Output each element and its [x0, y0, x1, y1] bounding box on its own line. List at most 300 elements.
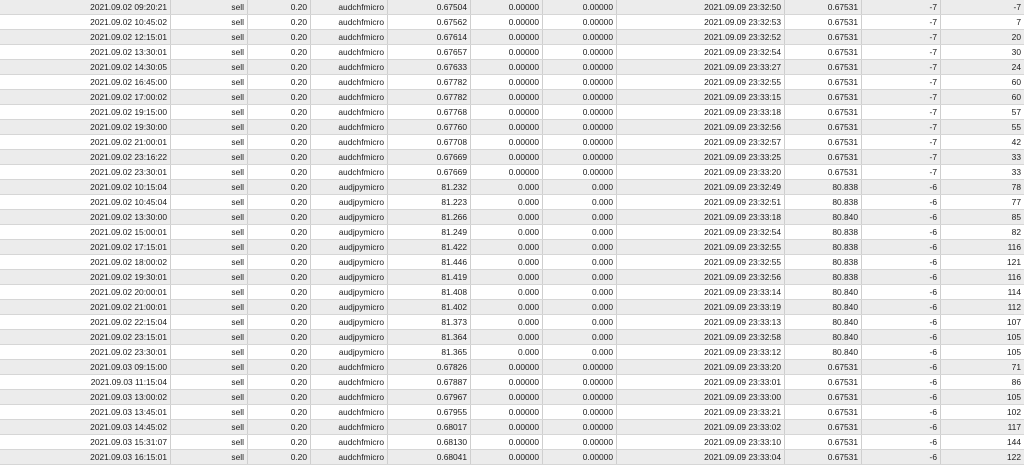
close-price-cell: 80.840: [785, 345, 862, 359]
close-time-cell: 2021.09.09 23:33:02: [617, 420, 785, 434]
swap-cell: -7: [862, 105, 941, 119]
type-cell: sell: [171, 165, 248, 179]
close-time-cell: 2021.09.09 23:33:01: [617, 375, 785, 389]
stop-loss-cell: 0.00000: [471, 165, 543, 179]
close-price-cell: 0.67531: [785, 120, 862, 134]
volume-cell: 0.20: [248, 435, 311, 449]
profit-cell: 71: [1011, 362, 1021, 372]
table-row[interactable]: [0, 240, 1024, 255]
close-price-cell: 0.67531: [785, 360, 862, 374]
open-price-cell: 0.67967: [388, 390, 471, 404]
table-row[interactable]: [0, 120, 1024, 135]
type-cell: sell: [171, 240, 248, 254]
close-price-cell: 80.838: [785, 270, 862, 284]
close-price-cell: 0.67531: [785, 90, 862, 104]
table-row[interactable]: [0, 105, 1024, 120]
stop-loss-cell: 0.000: [471, 285, 543, 299]
symbol-cell: audchfmicro: [311, 135, 388, 149]
open-time-cell: 2021.09.02 17:15:01: [0, 240, 171, 254]
volume-cell: 0.20: [248, 375, 311, 389]
stop-loss-cell: 0.000: [471, 210, 543, 224]
close-time-cell: 2021.09.09 23:32:55: [617, 255, 785, 269]
volume-cell: 0.20: [248, 60, 311, 74]
take-profit-cell: 0.00000: [543, 0, 617, 14]
open-price-cell: 81.446: [388, 255, 471, 269]
take-profit-cell: 0.00000: [543, 45, 617, 59]
swap-cell: -7: [862, 30, 941, 44]
close-price-cell: 80.838: [785, 225, 862, 239]
open-time-cell: 2021.09.02 10:45:04: [0, 195, 171, 209]
open-time-cell: 2021.09.03 15:31:07: [0, 435, 171, 449]
stop-loss-cell: 0.00000: [471, 360, 543, 374]
open-time-cell: 2021.09.03 11:15:04: [0, 375, 171, 389]
type-cell: sell: [171, 360, 248, 374]
open-price-cell: 0.68130: [388, 435, 471, 449]
type-cell: sell: [171, 345, 248, 359]
type-cell: sell: [171, 435, 248, 449]
symbol-cell: audchfmicro: [311, 45, 388, 59]
close-price-cell: 0.67531: [785, 75, 862, 89]
profit-cell: 105: [1007, 347, 1021, 357]
table-row[interactable]: [0, 30, 1024, 45]
volume-cell: 0.20: [248, 90, 311, 104]
swap-cell: -6: [862, 240, 941, 254]
symbol-cell: audjpymicro: [311, 270, 388, 284]
take-profit-cell: 0.00000: [543, 420, 617, 434]
close-price-cell: 80.838: [785, 255, 862, 269]
close-time-cell: 2021.09.09 23:33:25: [617, 150, 785, 164]
profit-cell: 55: [1011, 122, 1021, 132]
open-time-cell: 2021.09.02 23:30:01: [0, 345, 171, 359]
volume-cell: 0.20: [248, 15, 311, 29]
symbol-cell: audchfmicro: [311, 90, 388, 104]
stop-loss-cell: 0.00000: [471, 375, 543, 389]
take-profit-cell: 0.00000: [543, 150, 617, 164]
close-price-cell: 0.67531: [785, 15, 862, 29]
table-row[interactable]: [0, 15, 1024, 30]
swap-cell: -6: [862, 180, 941, 194]
profit-cell: 33: [1011, 152, 1021, 162]
close-time-cell: 2021.09.09 23:32:58: [617, 330, 785, 344]
close-price-cell: 0.67531: [785, 405, 862, 419]
type-cell: sell: [171, 390, 248, 404]
symbol-cell: audjpymicro: [311, 225, 388, 239]
open-price-cell: 81.402: [388, 300, 471, 314]
take-profit-cell: 0.000: [543, 255, 617, 269]
table-row[interactable]: [0, 135, 1024, 150]
table-row[interactable]: [0, 195, 1024, 210]
type-cell: sell: [171, 195, 248, 209]
open-price-cell: 0.67669: [388, 165, 471, 179]
symbol-cell: audchfmicro: [311, 435, 388, 449]
open-price-cell: 81.223: [388, 195, 471, 209]
table-row[interactable]: [0, 255, 1024, 270]
volume-cell: 0.20: [248, 330, 311, 344]
stop-loss-cell: 0.000: [471, 225, 543, 239]
profit-cell: 121: [1007, 257, 1021, 267]
open-time-cell: 2021.09.02 23:15:01: [0, 330, 171, 344]
swap-cell: -6: [862, 345, 941, 359]
swap-cell: -6: [862, 420, 941, 434]
take-profit-cell: 0.00000: [543, 15, 617, 29]
open-time-cell: 2021.09.02 21:00:01: [0, 135, 171, 149]
stop-loss-cell: 0.000: [471, 315, 543, 329]
type-cell: sell: [171, 255, 248, 269]
table-row[interactable]: [0, 270, 1024, 285]
open-time-cell: 2021.09.02 21:00:01: [0, 300, 171, 314]
open-time-cell: 2021.09.02 13:30:01: [0, 45, 171, 59]
close-time-cell: 2021.09.09 23:33:13: [617, 315, 785, 329]
table-row[interactable]: [0, 450, 1024, 465]
open-time-cell: 2021.09.02 23:16:22: [0, 150, 171, 164]
table-row[interactable]: [0, 420, 1024, 435]
volume-cell: 0.20: [248, 150, 311, 164]
take-profit-cell: 0.000: [543, 240, 617, 254]
type-cell: sell: [171, 300, 248, 314]
profit-cell: 78: [1011, 182, 1021, 192]
close-time-cell: 2021.09.09 23:32:56: [617, 120, 785, 134]
stop-loss-cell: 0.00000: [471, 15, 543, 29]
symbol-cell: audchfmicro: [311, 120, 388, 134]
close-time-cell: 2021.09.09 23:33:18: [617, 210, 785, 224]
type-cell: sell: [171, 180, 248, 194]
stop-loss-cell: 0.00000: [471, 450, 543, 464]
take-profit-cell: 0.000: [543, 330, 617, 344]
volume-cell: 0.20: [248, 180, 311, 194]
stop-loss-cell: 0.00000: [471, 60, 543, 74]
profit-cell: 60: [1011, 77, 1021, 87]
close-price-cell: 0.67531: [785, 420, 862, 434]
stop-loss-cell: 0.00000: [471, 150, 543, 164]
open-time-cell: 2021.09.03 14:45:02: [0, 420, 171, 434]
table-row[interactable]: [0, 390, 1024, 405]
close-time-cell: 2021.09.09 23:32:56: [617, 270, 785, 284]
table-row[interactable]: [0, 45, 1024, 60]
open-price-cell: 0.68041: [388, 450, 471, 464]
volume-cell: 0.20: [248, 420, 311, 434]
close-time-cell: 2021.09.09 23:32:55: [617, 240, 785, 254]
close-price-cell: 0.67531: [785, 30, 862, 44]
swap-cell: -6: [862, 315, 941, 329]
open-time-cell: 2021.09.02 19:30:01: [0, 270, 171, 284]
swap-cell: -7: [862, 90, 941, 104]
symbol-cell: audchfmicro: [311, 390, 388, 404]
stop-loss-cell: 0.000: [471, 300, 543, 314]
take-profit-cell: 0.00000: [543, 30, 617, 44]
stop-loss-cell: 0.00000: [471, 90, 543, 104]
close-price-cell: 80.838: [785, 195, 862, 209]
open-price-cell: 0.67760: [388, 120, 471, 134]
volume-cell: 0.20: [248, 195, 311, 209]
volume-cell: 0.20: [248, 360, 311, 374]
volume-cell: 0.20: [248, 270, 311, 284]
table-row[interactable]: [0, 90, 1024, 105]
take-profit-cell: 0.00000: [543, 75, 617, 89]
profit-cell: 144: [1007, 437, 1021, 447]
symbol-cell: audjpymicro: [311, 210, 388, 224]
profit-cell: 116: [1007, 272, 1021, 282]
swap-cell: -6: [862, 255, 941, 269]
swap-cell: -6: [862, 390, 941, 404]
swap-cell: -7: [862, 0, 941, 14]
close-time-cell: 2021.09.09 23:32:53: [617, 15, 785, 29]
close-price-cell: 0.67531: [785, 135, 862, 149]
close-price-cell: 80.840: [785, 300, 862, 314]
close-time-cell: 2021.09.09 23:33:20: [617, 360, 785, 374]
table-row[interactable]: [0, 165, 1024, 180]
take-profit-cell: 0.00000: [543, 375, 617, 389]
swap-cell: -7: [862, 135, 941, 149]
table-row[interactable]: [0, 210, 1024, 225]
table-row[interactable]: [0, 375, 1024, 390]
type-cell: sell: [171, 75, 248, 89]
volume-cell: 0.20: [248, 75, 311, 89]
type-cell: sell: [171, 315, 248, 329]
stop-loss-cell: 0.00000: [471, 30, 543, 44]
stop-loss-cell: 0.00000: [471, 0, 543, 14]
symbol-cell: audchfmicro: [311, 420, 388, 434]
table-row[interactable]: [0, 75, 1024, 90]
close-time-cell: 2021.09.09 23:33:21: [617, 405, 785, 419]
open-time-cell: 2021.09.03 13:00:02: [0, 390, 171, 404]
take-profit-cell: 0.00000: [543, 105, 617, 119]
volume-cell: 0.20: [248, 285, 311, 299]
profit-cell: 57: [1011, 107, 1021, 117]
close-time-cell: 2021.09.09 23:32:51: [617, 195, 785, 209]
type-cell: sell: [171, 405, 248, 419]
open-time-cell: 2021.09.02 18:00:02: [0, 255, 171, 269]
open-price-cell: 81.373: [388, 315, 471, 329]
open-price-cell: 81.266: [388, 210, 471, 224]
profit-cell: 105: [1007, 392, 1021, 402]
table-row[interactable]: [0, 180, 1024, 195]
close-time-cell: 2021.09.09 23:33:19: [617, 300, 785, 314]
close-price-cell: 80.838: [785, 180, 862, 194]
swap-cell: -6: [862, 360, 941, 374]
symbol-cell: audchfmicro: [311, 105, 388, 119]
swap-cell: -6: [862, 330, 941, 344]
stop-loss-cell: 0.000: [471, 240, 543, 254]
symbol-cell: audjpymicro: [311, 300, 388, 314]
close-price-cell: 0.67531: [785, 105, 862, 119]
close-price-cell: 0.67531: [785, 60, 862, 74]
table-row[interactable]: [0, 360, 1024, 375]
take-profit-cell: 0.000: [543, 180, 617, 194]
symbol-cell: audjpymicro: [311, 330, 388, 344]
symbol-cell: audchfmicro: [311, 360, 388, 374]
take-profit-cell: 0.00000: [543, 435, 617, 449]
stop-loss-cell: 0.00000: [471, 390, 543, 404]
open-price-cell: 0.67669: [388, 150, 471, 164]
table-row[interactable]: [0, 150, 1024, 165]
swap-cell: -6: [862, 210, 941, 224]
volume-cell: 0.20: [248, 315, 311, 329]
type-cell: sell: [171, 375, 248, 389]
close-price-cell: 0.67531: [785, 435, 862, 449]
stop-loss-cell: 0.00000: [471, 435, 543, 449]
stop-loss-cell: 0.00000: [471, 420, 543, 434]
open-time-cell: 2021.09.02 23:30:01: [0, 165, 171, 179]
table-row[interactable]: [0, 0, 1024, 15]
volume-cell: 0.20: [248, 165, 311, 179]
volume-cell: 0.20: [248, 390, 311, 404]
open-time-cell: 2021.09.02 14:30:05: [0, 60, 171, 74]
open-time-cell: 2021.09.02 12:15:01: [0, 30, 171, 44]
swap-cell: -6: [862, 195, 941, 209]
open-time-cell: 2021.09.02 15:00:01: [0, 225, 171, 239]
volume-cell: 0.20: [248, 45, 311, 59]
symbol-cell: audchfmicro: [311, 150, 388, 164]
profit-cell: 112: [1007, 302, 1021, 312]
open-time-cell: 2021.09.02 20:00:01: [0, 285, 171, 299]
open-price-cell: 0.67562: [388, 15, 471, 29]
take-profit-cell: 0.00000: [543, 165, 617, 179]
close-time-cell: 2021.09.09 23:32:55: [617, 75, 785, 89]
swap-cell: -6: [862, 300, 941, 314]
table-row[interactable]: [0, 60, 1024, 75]
stop-loss-cell: 0.00000: [471, 45, 543, 59]
take-profit-cell: 0.00000: [543, 390, 617, 404]
take-profit-cell: 0.000: [543, 195, 617, 209]
close-price-cell: 80.840: [785, 330, 862, 344]
open-time-cell: 2021.09.02 09:20:21: [0, 0, 171, 14]
profit-cell: 77: [1011, 197, 1021, 207]
close-price-cell: 0.67531: [785, 150, 862, 164]
type-cell: sell: [171, 60, 248, 74]
close-price-cell: 0.67531: [785, 0, 862, 14]
take-profit-cell: 0.000: [543, 300, 617, 314]
type-cell: sell: [171, 330, 248, 344]
swap-cell: -7: [862, 15, 941, 29]
type-cell: sell: [171, 90, 248, 104]
take-profit-cell: 0.00000: [543, 405, 617, 419]
swap-cell: -7: [862, 150, 941, 164]
swap-cell: -6: [862, 225, 941, 239]
open-price-cell: 0.67768: [388, 105, 471, 119]
close-time-cell: 2021.09.09 23:32:50: [617, 0, 785, 14]
take-profit-cell: 0.000: [543, 345, 617, 359]
type-cell: sell: [171, 420, 248, 434]
table-row[interactable]: [0, 225, 1024, 240]
close-time-cell: 2021.09.09 23:32:54: [617, 225, 785, 239]
open-price-cell: 81.364: [388, 330, 471, 344]
symbol-cell: audjpymicro: [311, 255, 388, 269]
close-price-cell: 0.67531: [785, 165, 862, 179]
swap-cell: -6: [862, 405, 941, 419]
symbol-cell: audchfmicro: [311, 450, 388, 464]
symbol-cell: audchfmicro: [311, 15, 388, 29]
table-row[interactable]: [0, 345, 1024, 360]
table-row[interactable]: [0, 300, 1024, 315]
table-row[interactable]: [0, 435, 1024, 450]
symbol-cell: audchfmicro: [311, 75, 388, 89]
type-cell: sell: [171, 0, 248, 14]
close-time-cell: 2021.09.09 23:33:20: [617, 165, 785, 179]
symbol-cell: audjpymicro: [311, 195, 388, 209]
type-cell: sell: [171, 45, 248, 59]
stop-loss-cell: 0.000: [471, 270, 543, 284]
close-time-cell: 2021.09.09 23:33:04: [617, 450, 785, 464]
volume-cell: 0.20: [248, 345, 311, 359]
open-time-cell: 2021.09.03 16:15:01: [0, 450, 171, 464]
swap-cell: -6: [862, 450, 941, 464]
symbol-cell: audchfmicro: [311, 30, 388, 44]
stop-loss-cell: 0.00000: [471, 135, 543, 149]
open-price-cell: 81.408: [388, 285, 471, 299]
type-cell: sell: [171, 15, 248, 29]
type-cell: sell: [171, 450, 248, 464]
profit-cell: 107: [1007, 317, 1021, 327]
swap-cell: -7: [862, 75, 941, 89]
close-time-cell: 2021.09.09 23:33:12: [617, 345, 785, 359]
open-time-cell: 2021.09.02 13:30:00: [0, 210, 171, 224]
take-profit-cell: 0.00000: [543, 450, 617, 464]
symbol-cell: audchfmicro: [311, 405, 388, 419]
take-profit-cell: 0.000: [543, 270, 617, 284]
volume-cell: 0.20: [248, 210, 311, 224]
table-row[interactable]: [0, 330, 1024, 345]
open-time-cell: 2021.09.02 22:15:04: [0, 315, 171, 329]
stop-loss-cell: 0.000: [471, 330, 543, 344]
volume-cell: 0.20: [248, 255, 311, 269]
open-price-cell: 0.67782: [388, 90, 471, 104]
symbol-cell: audjpymicro: [311, 285, 388, 299]
close-time-cell: 2021.09.09 23:33:10: [617, 435, 785, 449]
stop-loss-cell: 0.00000: [471, 75, 543, 89]
volume-cell: 0.20: [248, 450, 311, 464]
open-price-cell: 0.67708: [388, 135, 471, 149]
swap-cell: -7: [862, 165, 941, 179]
open-time-cell: 2021.09.02 16:45:00: [0, 75, 171, 89]
volume-cell: 0.20: [248, 300, 311, 314]
close-time-cell: 2021.09.09 23:32:52: [617, 30, 785, 44]
table-row[interactable]: [0, 405, 1024, 420]
open-time-cell: 2021.09.02 19:15:00: [0, 105, 171, 119]
symbol-cell: audjpymicro: [311, 315, 388, 329]
stop-loss-cell: 0.000: [471, 195, 543, 209]
close-price-cell: 0.67531: [785, 450, 862, 464]
close-price-cell: 0.67531: [785, 45, 862, 59]
type-cell: sell: [171, 105, 248, 119]
table-row[interactable]: [0, 285, 1024, 300]
close-time-cell: 2021.09.09 23:32:57: [617, 135, 785, 149]
take-profit-cell: 0.00000: [543, 60, 617, 74]
close-time-cell: 2021.09.09 23:32:49: [617, 180, 785, 194]
symbol-cell: audchfmicro: [311, 165, 388, 179]
swap-cell: -6: [862, 375, 941, 389]
close-price-cell: 80.838: [785, 240, 862, 254]
open-price-cell: 81.365: [388, 345, 471, 359]
stop-loss-cell: 0.000: [471, 345, 543, 359]
volume-cell: 0.20: [248, 120, 311, 134]
open-time-cell: 2021.09.02 10:15:04: [0, 180, 171, 194]
profit-cell: 7: [1016, 17, 1021, 27]
table-row[interactable]: [0, 315, 1024, 330]
take-profit-cell: 0.00000: [543, 135, 617, 149]
profit-cell: 60: [1011, 92, 1021, 102]
volume-cell: 0.20: [248, 240, 311, 254]
swap-cell: -6: [862, 285, 941, 299]
close-time-cell: 2021.09.09 23:33:15: [617, 90, 785, 104]
type-cell: sell: [171, 210, 248, 224]
close-price-cell: 80.840: [785, 315, 862, 329]
open-price-cell: 0.67504: [388, 0, 471, 14]
type-cell: sell: [171, 135, 248, 149]
close-time-cell: 2021.09.09 23:33:27: [617, 60, 785, 74]
open-price-cell: 81.232: [388, 180, 471, 194]
open-price-cell: 81.419: [388, 270, 471, 284]
stop-loss-cell: 0.000: [471, 255, 543, 269]
